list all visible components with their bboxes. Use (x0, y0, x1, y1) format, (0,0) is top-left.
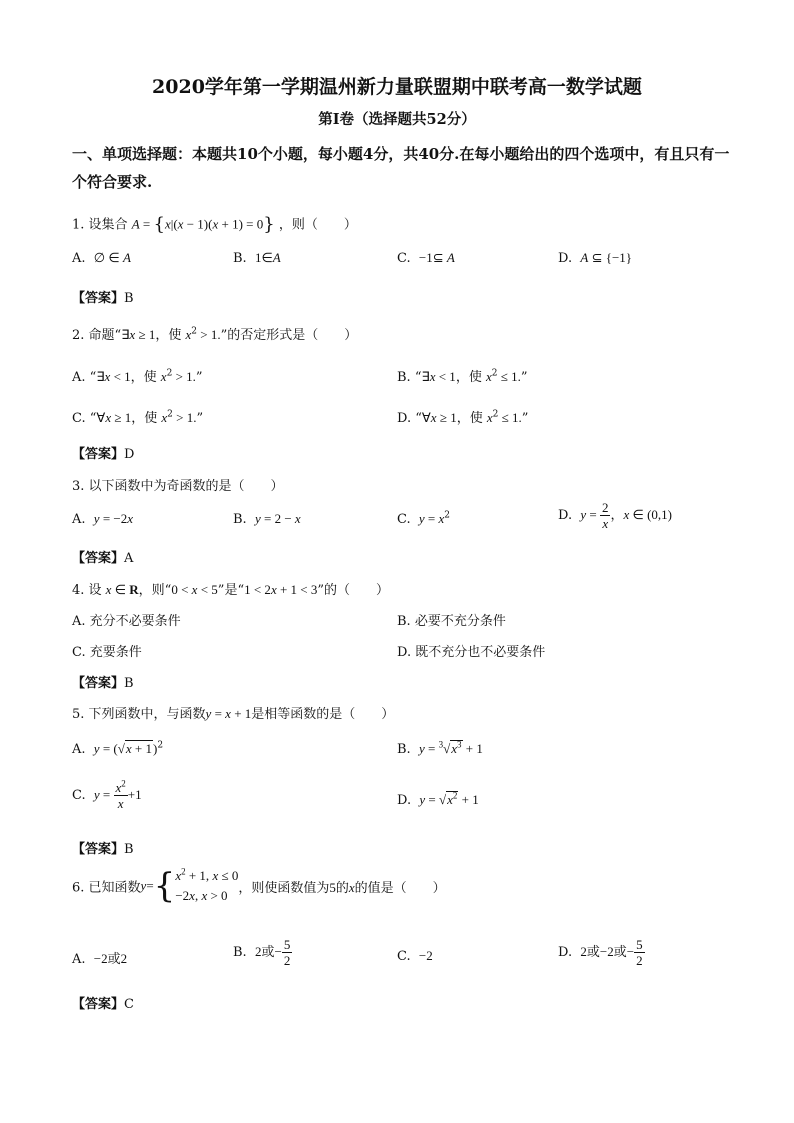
question-1-text: 1. 设集合 (72, 217, 128, 233)
part-subtitle: 第I卷（选择题共52分） (318, 111, 476, 128)
q4-option-a: A. 充分不必要条件 (72, 614, 181, 629)
q6-option-a: A. −2或2 (72, 951, 128, 967)
q6-option-d: D. 2或−2或− $\frac{5}{2}$ (558, 937, 643, 968)
q1-option-c: C. −1⊆ A (397, 250, 455, 266)
question-2: 2. 命题“∃x ≥ 1，使 $x^2 > 1$.”的否定形式是（ ） (72, 326, 358, 343)
q6-option-b: B. 2或− $\frac{5}{2}$ (233, 937, 291, 968)
q6-option-c: C. −2 (397, 948, 433, 964)
answer-5: 【答案】B (72, 842, 134, 857)
question-1-tail: ，则（ ） (278, 217, 357, 233)
q4-option-d: D. 既不充分也不必要条件 (397, 645, 546, 660)
q5-option-a: A. $y = (√x + 1)^2$ (72, 740, 164, 757)
question-3: 3. 以下函数中为奇函数的是（ ） (72, 479, 284, 494)
q1-option-b: B. 1∈A (233, 250, 281, 266)
page-title: 2020学年第一学期温州新力量联盟期中联考高一数学试题 (152, 76, 642, 98)
question-1: 1. 设集合 A = {x|(x − 1)(x + 1) = 0} ，则（ ） (72, 214, 357, 235)
q5-option-d: D. $y = √x^2 + 1$ (397, 790, 479, 808)
question-6: 6. 已知函数y={ $x^2 + 1$, x ≤ 0 −2x, x > 0 ，则使函数值为5的x的值是（ ） (72, 866, 446, 906)
q2-option-b: B. “∃x < 1，使 $x^2 \le 1$.” (397, 368, 528, 385)
answer-4: 【答案】B (72, 676, 134, 691)
q3-option-a: A. y = −2x (72, 511, 134, 527)
q4-option-c: C. 充要条件 (72, 645, 142, 660)
q2-option-c: C. “∀x ≥ 1，使 $x^2 > 1$.” (72, 409, 204, 426)
answer-2: 【答案】D (72, 447, 135, 462)
q3-option-c: C. $y = x^2$ (397, 510, 451, 527)
question-5: 5. 下列函数中，与函数y = x + 1是相等函数的是（ ） (72, 706, 395, 722)
q5-option-b: B. $y = ^3√x^3 + 1$ (397, 739, 483, 757)
q1-option-a: A. ∅ ∈ A (72, 250, 131, 266)
q4-option-b: B. 必要不充分条件 (397, 614, 506, 629)
q1-option-d: D. A ⊆ {−1} (558, 250, 633, 266)
question-1-math: A (131, 216, 140, 232)
answer-1: 【答案】B (72, 291, 134, 306)
answer-6: 【答案】C (72, 997, 134, 1012)
q3-option-b: B. y = 2 − x (233, 511, 301, 527)
section-heading: 一、单项选择题：本题共10个小题，每小题4分，共40分.在每小题给出的四个选项中，有且只有一个符合要求. (72, 145, 730, 191)
q2-option-a: A. “∃x < 1，使 $x^2 > 1$.” (72, 368, 203, 385)
q3-option-d: D. y = $\frac{2}{x}$ ，x ∈ (0,1) (558, 500, 673, 531)
question-4: 4. 设 x ∈ R，则“0 < x < 5”是“1 < 2x + 1 < 3”的（ ） (72, 582, 390, 598)
q2-option-d: D. “∀x ≥ 1，使 $x^2 \le 1$.” (397, 409, 529, 426)
q5-option-c: C. y = $\frac{x^2}{x}$ +1 (72, 778, 142, 811)
answer-3: 【答案】A (72, 551, 134, 566)
